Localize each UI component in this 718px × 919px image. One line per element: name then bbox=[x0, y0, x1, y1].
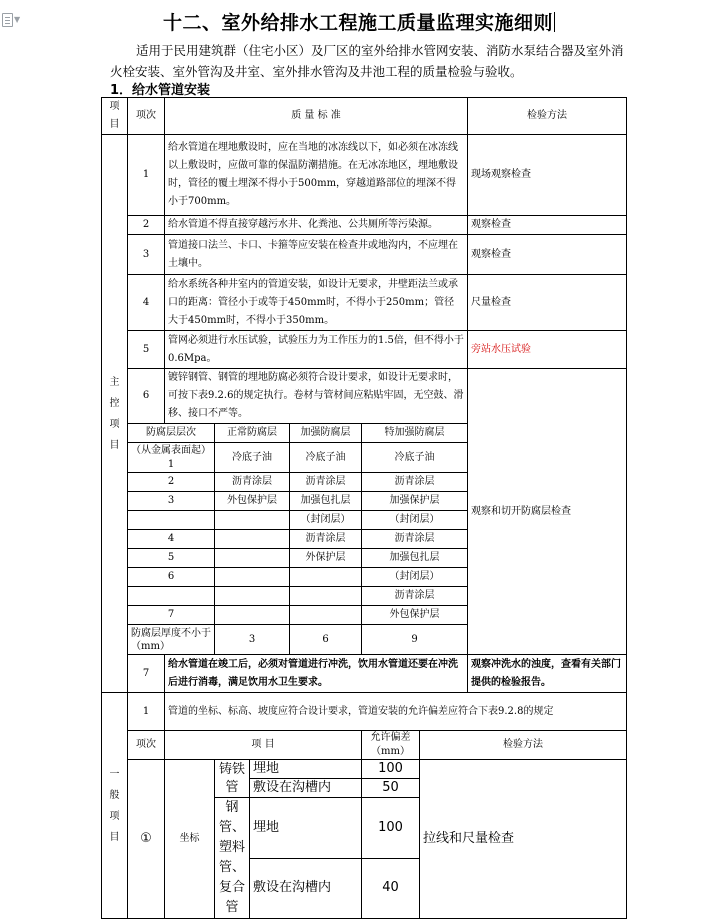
anti-row-5-layer: 4 bbox=[128, 530, 215, 549]
page-title: 十二、室外给排水工程施工质量监理实施细则 bbox=[162, 12, 553, 34]
dev-method: 拉线和尺量检查 bbox=[420, 760, 627, 919]
dev-val-2: 50 bbox=[362, 779, 420, 798]
anti-row-1-extra: 冷底子油 bbox=[362, 443, 468, 473]
anti-row-6-normal bbox=[215, 549, 290, 568]
dev-seq: ① bbox=[128, 760, 165, 919]
anti-thickness-extra: 9 bbox=[362, 625, 468, 655]
main-method-2: 观察检查 bbox=[468, 216, 627, 235]
quality-table bbox=[101, 97, 627, 919]
main-seq-7: 7 bbox=[128, 655, 165, 693]
anti-row-6-layer: 5 bbox=[128, 549, 215, 568]
main-seq-2: 2 bbox=[128, 216, 165, 235]
anti-row-4-normal bbox=[215, 511, 290, 530]
dev-head-allow: 允许偏差（mm） bbox=[362, 731, 420, 760]
anti-row-8-extra: 沥青涂层 bbox=[362, 587, 468, 606]
anti-head-layer: 防腐层层次 bbox=[128, 424, 215, 443]
anti-row-4-extra: （封闭层） bbox=[362, 511, 468, 530]
anti-thickness-label: 防腐层厚度不小于（mm） bbox=[128, 625, 215, 655]
main-method-1: 现场观察检查 bbox=[468, 135, 627, 216]
anti-row-7-extra: （封闭层） bbox=[362, 568, 468, 587]
anti-row-9-normal bbox=[215, 606, 290, 625]
anti-row-3-extra: 加强保护层 bbox=[362, 492, 468, 511]
main-text-7: 给水管道在竣工后，必须对管道进行冲洗，饮用水管道还要在冲洗后进行消毒，满足饮用水卫生要求。 bbox=[165, 655, 468, 693]
anti-row-4-layer bbox=[128, 511, 215, 530]
anti-row-6-extra: 加强包扎层 bbox=[362, 549, 468, 568]
main-seq-3: 3 bbox=[128, 235, 165, 275]
anti-row-7-layer: 6 bbox=[128, 568, 215, 587]
anti-row-2-normal: 沥青涂层 bbox=[215, 473, 290, 492]
anti-row-8-layer bbox=[128, 587, 215, 606]
main-text-4: 给水系统各种井室内的管道安装，如设计无要求，井壁距法兰或承口的距离：管径小于或等于450mm时，不得小于250mm；管径大于450mm时，不得小于350mm。 bbox=[165, 275, 468, 331]
header-standard: 质 量 标 准 bbox=[165, 98, 468, 135]
anti-row-5-extra: 沥青涂层 bbox=[362, 530, 468, 549]
main-seq-5: 5 bbox=[128, 331, 165, 369]
anti-row-2-extra: 沥青涂层 bbox=[362, 473, 468, 492]
anti-row-8-normal bbox=[215, 587, 290, 606]
main-text-5: 管网必须进行水压试验，试验压力为工作压力的1.5倍，但不得小于0.6Mpa。 bbox=[165, 331, 468, 369]
anti-row-9-strong bbox=[290, 606, 362, 625]
anti-row-3-normal: 外包保护层 bbox=[215, 492, 290, 511]
main-seq-6: 6 bbox=[128, 369, 165, 424]
main-text-2: 给水管道不得直接穿越污水井、化粪池、公共厕所等污染源。 bbox=[165, 216, 468, 235]
anti-head-strong: 加强防腐层 bbox=[290, 424, 362, 443]
dev-val-3: 100 bbox=[362, 798, 420, 859]
dev-group-cast-iron: 铸铁管 bbox=[215, 760, 250, 798]
section-title: 1．给水管道安装 bbox=[110, 83, 211, 98]
main-group-label: 主 控 项 目 bbox=[102, 135, 128, 693]
main-method-7: 观察冲洗水的浊度，查看有关部门提供的检验报告。 bbox=[468, 655, 627, 693]
main-text-3: 管道接口法兰、卡口、卡箍等应安装在检查井或地沟内，不应埋在土壤中。 bbox=[165, 235, 468, 275]
dev-cond-1: 埋地 bbox=[250, 760, 362, 779]
main-method-3: 观察检查 bbox=[468, 235, 627, 275]
anti-row-2-strong: 沥青涂层 bbox=[290, 473, 362, 492]
main-seq-4: 4 bbox=[128, 275, 165, 331]
header-seq: 项次 bbox=[128, 98, 165, 135]
dev-cond-4: 敷设在沟槽内 bbox=[250, 858, 362, 919]
anti-thickness-strong: 6 bbox=[290, 625, 362, 655]
anti-row-7-strong bbox=[290, 568, 362, 587]
anti-row-5-normal bbox=[215, 530, 290, 549]
general-text-1: 管道的坐标、标高、坡度应符合设计要求，管道安装的允许偏差应符合下表9.2.8的规定 bbox=[165, 693, 627, 731]
header-item: 项目 bbox=[102, 98, 128, 135]
main-method-5: 旁站水压试验 bbox=[468, 331, 627, 369]
dev-group-steel: 钢管、塑料管、复合管 bbox=[215, 798, 250, 919]
anti-row-1-strong: 冷底子油 bbox=[290, 443, 362, 473]
anti-row-6-strong: 外保护层 bbox=[290, 549, 362, 568]
main-seq-1: 1 bbox=[128, 135, 165, 216]
anti-row-1-normal: 冷底子油 bbox=[215, 443, 290, 473]
document-icon[interactable]: ▼ bbox=[2, 12, 24, 28]
anti-row-5-strong: 沥青涂层 bbox=[290, 530, 362, 549]
general-group-label: 一 般 项 目 bbox=[102, 693, 128, 919]
anti-head-extra: 特加强防腐层 bbox=[362, 424, 468, 443]
main-text-1: 给水管道在埋地敷设时，应在当地的冰冻线以下，如必须在冰冻线以上敷设时，应做可靠的保温防潮措施。在无冰冻地区，埋地敷设时，管径的覆土埋深不得小于500mm，穿越道路部位的埋深不得小于700mm。 bbox=[165, 135, 468, 216]
anti-row-3-strong: 加强包扎层 bbox=[290, 492, 362, 511]
dev-head-item: 项 目 bbox=[165, 731, 362, 760]
dev-val-4: 40 bbox=[362, 858, 420, 919]
anti-row-9-extra: 外包保护层 bbox=[362, 606, 468, 625]
text-cursor bbox=[554, 12, 555, 32]
anti-row-2-layer: 2 bbox=[128, 473, 215, 492]
intro-paragraph: 适用于民用建筑群（住宅小区）及厂区的室外给排水管网安装、消防水泵结合器及室外消火栓安装、室外管沟及井室、室外排水管沟及井池工程的质量检验与验收。 bbox=[110, 43, 624, 79]
main-method-4: 尺量检查 bbox=[468, 275, 627, 331]
header-method: 检验方法 bbox=[468, 98, 627, 135]
anti-row-4-strong: （封闭层） bbox=[290, 511, 362, 530]
anti-head-normal: 正常防腐层 bbox=[215, 424, 290, 443]
anti-thickness-normal: 3 bbox=[215, 625, 290, 655]
dev-cond-2: 敷设在沟槽内 bbox=[250, 779, 362, 798]
anti-row-7-normal bbox=[215, 568, 290, 587]
general-seq-1: 1 bbox=[128, 693, 165, 731]
dev-label: 坐标 bbox=[165, 760, 215, 919]
anti-row-3-layer: 3 bbox=[128, 492, 215, 511]
anti-row-8-strong bbox=[290, 587, 362, 606]
dev-val-1: 100 bbox=[362, 760, 420, 779]
dev-head-seq: 项次 bbox=[128, 731, 165, 760]
dev-head-method: 检验方法 bbox=[420, 731, 627, 760]
dev-cond-3: 埋地 bbox=[250, 798, 362, 859]
anti-row-9-layer: 7 bbox=[128, 606, 215, 625]
main-text-6: 镀锌钢管、钢管的埋地防腐必须符合设计要求，如设计无要求时，可按下表9.2.6的规定执行。卷材与管材间应粘贴牢固，无空鼓、滑移、接口不严等。 bbox=[165, 369, 468, 424]
main-method-6: 观察和切开防腐层检查 bbox=[468, 369, 627, 655]
anti-row-1-layer: （从金属表面起） 1 bbox=[128, 443, 215, 473]
